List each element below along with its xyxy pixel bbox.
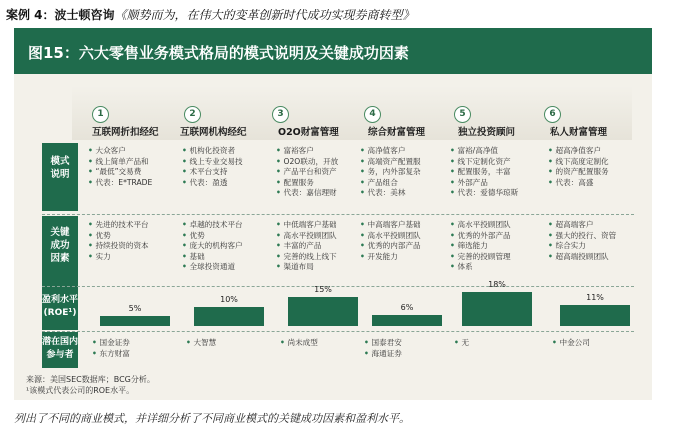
description-item: • 富裕/高净值	[450, 146, 518, 157]
success-factor-item: • 高水平投顾团队	[450, 220, 511, 231]
success-factor-item: • 实力	[88, 252, 149, 263]
player-item: • 国金证券	[92, 338, 130, 349]
roe-bar	[462, 292, 532, 326]
success-factors	[182, 220, 243, 273]
success-factors	[450, 220, 511, 273]
column-name: 互联网折扣经纪	[92, 127, 159, 138]
description-item: • “最低”交易费	[88, 167, 152, 178]
row-label-kpi: 关键 成功 因素	[42, 216, 78, 288]
source-note	[26, 374, 155, 396]
description-item: • 线上专业交易技	[182, 157, 243, 168]
player-item: • 大智慧	[186, 338, 216, 349]
description-item: • 线下定制化资产	[450, 157, 518, 168]
roe-value-label: 6%	[400, 303, 414, 312]
success-factor-item: • 中高端客户基础	[360, 220, 421, 231]
column-number: 5	[454, 106, 471, 123]
description-item: • O2O联动，开放	[276, 157, 338, 168]
row-label-market: 潜在国内 参与者	[42, 332, 78, 368]
success-factors	[360, 220, 421, 262]
success-factor-item: • 完善的线上线下	[276, 252, 337, 263]
column-number: 6	[544, 106, 561, 123]
description-item: • 代表：盈透	[182, 178, 243, 189]
success-factor-item: • 筛选能力	[450, 241, 511, 252]
roe-value-label: 11%	[586, 293, 604, 302]
player-item: • 无	[454, 338, 469, 349]
description-item: • 代表：嘉信理财	[276, 188, 338, 199]
column-number: 1	[92, 106, 109, 123]
column-name: O2O财富管理	[278, 127, 339, 138]
footnote-line: ¹该模式代表公司的ROE水平。	[26, 386, 135, 395]
column-name: 私人财富管理	[550, 127, 608, 138]
roe-value-label: 5%	[128, 304, 142, 313]
description-item: • 产品平台和资产	[276, 167, 338, 178]
success-factor-item: • 持续投资的资本	[88, 241, 149, 252]
description-item: • 代表：爱德华琼斯	[450, 188, 518, 199]
success-factor-item: • 超高端投顾团队	[548, 252, 616, 263]
description-item: • 产品组合	[360, 178, 421, 189]
case-title	[6, 6, 415, 23]
player-item: • 海通证券	[364, 349, 402, 360]
success-factor-item: • 卓越的技术平台	[182, 220, 243, 231]
domestic-players	[92, 338, 130, 359]
roe-bar	[194, 307, 264, 326]
roe-bar	[560, 305, 630, 326]
row-divider	[42, 331, 634, 332]
description-item: • 线下高度定制化	[548, 157, 609, 168]
domestic-players	[280, 338, 318, 349]
success-factor-item: • 中低端客户基础	[276, 220, 337, 231]
model-description	[182, 146, 243, 188]
figure-header	[14, 28, 652, 74]
success-factor-item: • 优势	[182, 231, 243, 242]
description-item: • 代表：美林	[360, 188, 421, 199]
model-description	[360, 146, 421, 199]
row-label-desc: 模式 说明	[42, 143, 78, 211]
description-item: • 机构化投资者	[182, 146, 243, 157]
roe-bar	[100, 316, 170, 326]
player-item: • 中金公司	[552, 338, 590, 349]
success-factor-item: • 优秀的外部产品	[450, 231, 511, 242]
description-item: • 务，内外部复杂	[360, 167, 421, 178]
description-item: • 线上简单产品和	[88, 157, 152, 168]
column-number: 4	[364, 106, 381, 123]
success-factor-item: • 优秀的内部产品	[360, 241, 421, 252]
description-item: • 代表：E*TRADE	[88, 178, 152, 189]
success-factor-item: • 优势	[88, 231, 149, 242]
success-factor-item: • 开发能力	[360, 252, 421, 263]
roe-value-label: 15%	[314, 285, 332, 294]
player-item: • 东方财富	[92, 349, 130, 360]
success-factor-item: • 庞大的机构客户	[182, 241, 243, 252]
description-item: • 代表：高盛	[548, 178, 609, 189]
success-factor-item: • 高水平投顾团队	[360, 231, 421, 242]
player-item: • 尚未成型	[280, 338, 318, 349]
case-label: 案例 4：波士顿咨询	[6, 8, 115, 22]
success-factor-item: • 基础	[182, 252, 243, 263]
description-item: • 高净值客户	[360, 146, 421, 157]
source-line: 来源：美国SEC数据库；BCG分析。	[26, 375, 155, 384]
success-factor-item: • 先进的技术平台	[88, 220, 149, 231]
column-number: 3	[272, 106, 289, 123]
success-factor-item: • 全球投资通道	[182, 262, 243, 273]
column-name: 互联网机构经纪	[180, 127, 247, 138]
description-item: • 配置服务	[276, 178, 338, 189]
book-title: 《顺势而为，在伟大的变革创新时代成功实现券商转型》	[114, 8, 415, 22]
roe-value-label: 10%	[220, 295, 238, 304]
description-item: • 高端资产配置服	[360, 157, 421, 168]
domestic-players	[552, 338, 590, 349]
row-divider	[42, 214, 634, 215]
success-factors	[88, 220, 149, 262]
description-item: • 术平台支持	[182, 167, 243, 178]
success-factor-item: • 完善的投顾管理	[450, 252, 511, 263]
success-factor-item: • 强大的投行、资管	[548, 231, 616, 242]
model-description	[276, 146, 338, 199]
player-item: • 国泰君安	[364, 338, 402, 349]
success-factor-item: • 综合实力	[548, 241, 616, 252]
roe-bar	[372, 315, 442, 326]
column-name: 综合财富管理	[368, 127, 426, 138]
figure-title: 图15：六大零售业务模式格局的模式说明及关键成功因素	[28, 44, 409, 62]
success-factors	[276, 220, 337, 273]
roe-bar	[288, 297, 358, 326]
success-factor-item: • 渠道布局	[276, 262, 337, 273]
success-factor-item: • 体系	[450, 262, 511, 273]
description-item: • 配置服务，丰富	[450, 167, 518, 178]
row-label-roe: 盈利水平 (ROE¹)	[42, 288, 78, 330]
description-item: • 大众客户	[88, 146, 152, 157]
roe-value-label: 18%	[488, 280, 506, 289]
success-factor-item: • 超高端客户	[548, 220, 616, 231]
description-item: • 外部产品	[450, 178, 518, 189]
description-item: • 的资产配置服务	[548, 167, 609, 178]
domestic-players	[454, 338, 469, 349]
description-item: • 富裕客户	[276, 146, 338, 157]
column-name: 独立投资顾问	[458, 127, 516, 138]
success-factor-item: • 高水平投顾团队	[276, 231, 337, 242]
domestic-players	[186, 338, 216, 349]
domestic-players	[364, 338, 402, 359]
column-number: 2	[184, 106, 201, 123]
model-description	[88, 146, 152, 188]
model-description	[548, 146, 609, 188]
model-description	[450, 146, 518, 199]
description-item: • 超高净值客户	[548, 146, 609, 157]
caption: 列出了不同的商业模式，并详细分析了不同商业模式的关键成功因素和盈利水平。	[14, 412, 410, 425]
success-factor-item: • 丰富的产品	[276, 241, 337, 252]
success-factors	[548, 220, 616, 262]
